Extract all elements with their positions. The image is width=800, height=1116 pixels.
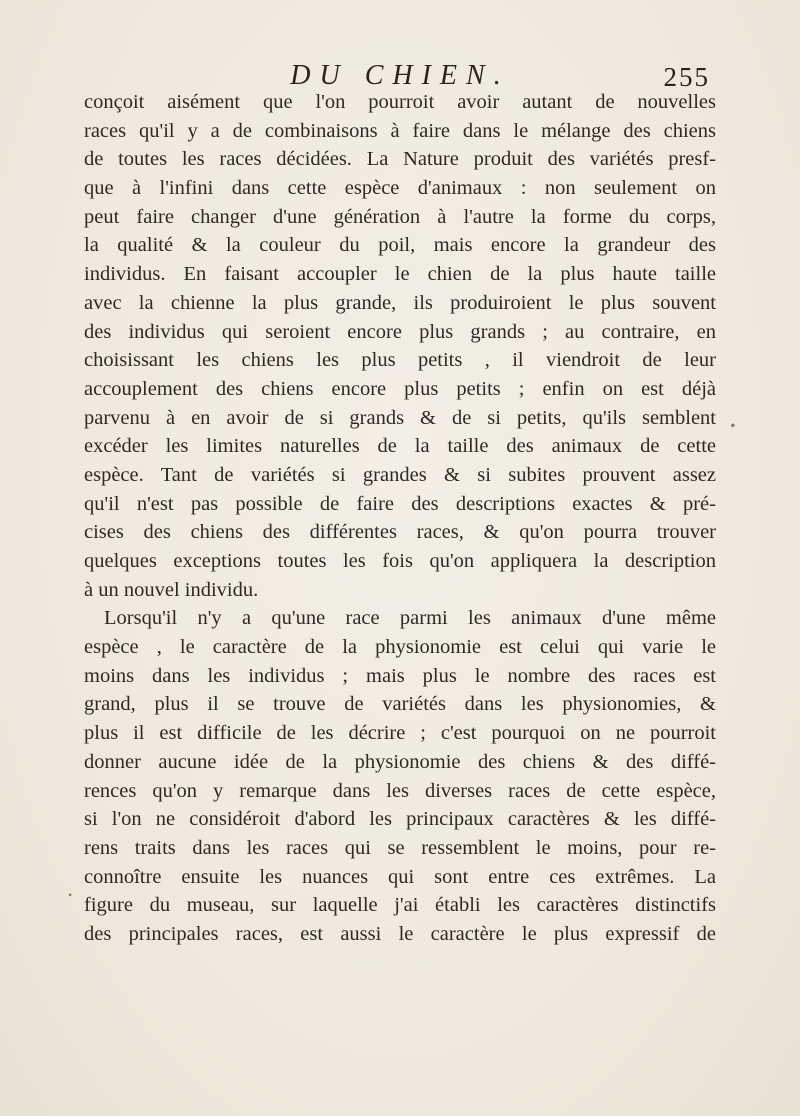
text-line: cises des chiens des différentes races, & qu'on pourra trouver bbox=[84, 521, 716, 544]
body-text bbox=[84, 88, 716, 949]
text-line: moins dans les individus ; mais plus le nombre des races est bbox=[84, 664, 716, 687]
ink-speck: • bbox=[68, 888, 73, 902]
text-line: que à l'infini dans cette espèce d'animaux : non seulement on bbox=[84, 177, 716, 200]
text-line: conçoit aisément que l'on pourroit avoir autant de nouvelles bbox=[84, 91, 716, 113]
text-line: plus il est difficile de les décrire ; c'est pourquoi on ne pourroit bbox=[84, 722, 716, 745]
text-line: accouplement des chiens encore plus petits ; enfin on est déjà bbox=[84, 377, 716, 400]
text-line: excéder les limites naturelles de la taille des animaux de cette bbox=[84, 435, 716, 458]
text-line: des individus qui seroient encore plus grands ; au contraire, en bbox=[84, 320, 716, 343]
text-line: Lorsqu'il n'y a qu'une race parmi les animaux d'une même bbox=[104, 607, 716, 630]
text-line: espèce. Tant de variétés si grandes & si subites prouvent assez bbox=[84, 463, 716, 486]
text-line: avec la chienne la plus grande, ils produiroient le plus souvent bbox=[84, 291, 716, 314]
text-line: peut faire changer d'une génération à l'autre la forme du corps, bbox=[84, 205, 716, 228]
text-line: des principales races, est aussi le caractère le plus expressif de bbox=[84, 922, 716, 945]
text-line: races qu'il y a de combinaisons à faire dans le mélange des chiens bbox=[84, 119, 716, 142]
running-title: DU CHIEN. bbox=[290, 60, 510, 91]
text-line: si l'on ne considéroit d'abord les principaux caractères & les diffé- bbox=[84, 808, 716, 831]
page-number: 255 bbox=[663, 62, 710, 92]
text-line: de toutes les races décidées. La Nature produit des variétés presf- bbox=[84, 148, 716, 171]
text-line: connoître ensuite les nuances qui sont entre ces extrêmes. La bbox=[84, 865, 716, 888]
text-line: rens traits dans les races qui se ressemblent le moins, pour re- bbox=[84, 836, 716, 859]
text-line: figure du museau, sur laquelle j'ai établi les caractères distinctifs bbox=[84, 894, 716, 917]
text-line: individus. En faisant accoupler le chien de la plus haute taille bbox=[84, 263, 716, 286]
text-line: quelques exceptions toutes les fois qu'on appliquera la description bbox=[84, 550, 716, 572]
text-line: espèce , le caractère de la physionomie est celui qui varie le bbox=[84, 636, 716, 659]
text-line: grand, plus il se trouve de variétés dans les physionomies, & bbox=[84, 693, 716, 716]
text-line: qu'il n'est pas possible de faire des descriptions exactes & pré- bbox=[84, 492, 716, 515]
text-line: donner aucune idée de la physionomie des chiens & des diffé- bbox=[84, 750, 716, 773]
text-line: rences qu'on y remarque dans les diverses races de cette espèce, bbox=[84, 779, 716, 802]
text-line: choisissant les chiens les plus petits , il viendroit de leur bbox=[84, 349, 716, 372]
text-line: parvenu à en avoir de si grands & de si petits, qu'ils semblent bbox=[84, 406, 716, 429]
ink-speck: • bbox=[730, 418, 736, 435]
text-line: à un nouvel individu. bbox=[84, 578, 259, 601]
text-line: la qualité & la couleur du poil, mais encore la grandeur des bbox=[84, 234, 716, 257]
